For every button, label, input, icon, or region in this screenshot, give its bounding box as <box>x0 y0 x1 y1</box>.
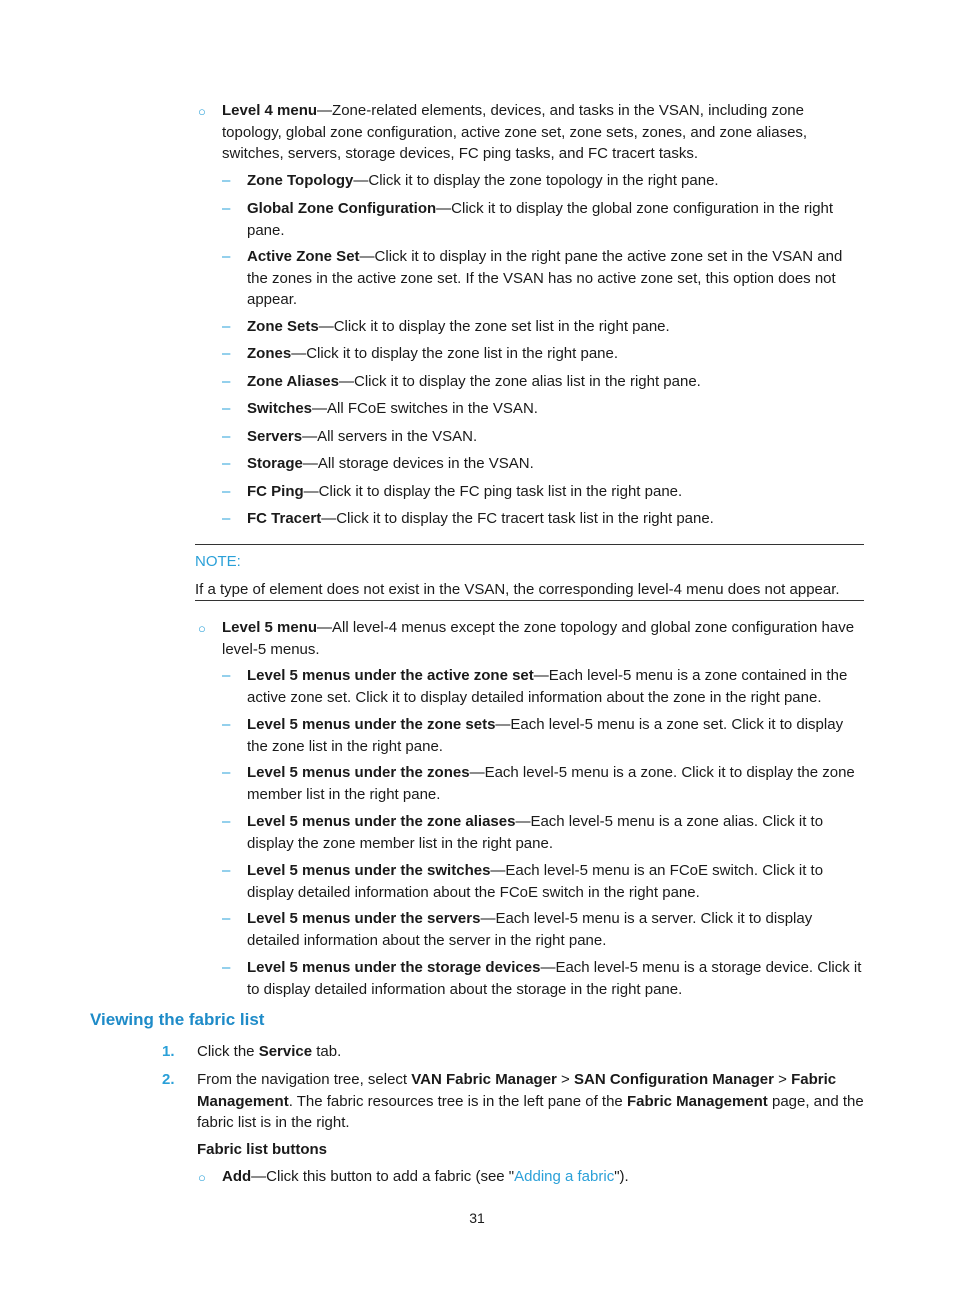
step-text: tab. <box>312 1043 342 1060</box>
dash-icon: – <box>222 959 231 976</box>
term: Level 5 menus under the zones <box>247 764 470 781</box>
item-desc: —Click it to display in the right pane the active zone set in the VSAN and the zones in the active zone set. If the VSAN has no active zone set, this option does not appear. <box>247 248 843 308</box>
list-bullet-icon: ○ <box>198 1170 206 1185</box>
step-2 <box>197 1069 864 1134</box>
term: Level 5 menus under the zone sets <box>247 716 496 733</box>
term: Level 5 menus under the storage devices <box>247 959 541 976</box>
item-desc: —Click it to display the FC ping task list in the right pane. <box>303 483 683 500</box>
term: FC Ping <box>247 483 304 500</box>
dash-icon: – <box>222 428 231 445</box>
term: Zone Topology <box>247 172 354 189</box>
list-bullet-icon: ○ <box>198 621 206 636</box>
level5-item-zone-sets <box>247 714 864 757</box>
term: Add <box>222 1168 252 1185</box>
dash-icon: – <box>222 373 231 390</box>
level5-item-storage-devices <box>247 957 864 1000</box>
level4-item-fc-ping <box>247 481 864 503</box>
dash-icon: – <box>222 813 231 830</box>
item-desc: —Each level-5 menu is a server. Click it to display detailed information about the server in the right pane. <box>247 910 813 949</box>
separator: > <box>774 1071 792 1088</box>
level5-item-zones <box>247 762 864 805</box>
note-text: If a type of element does not exist in the VSAN, the corresponding level-4 menu does not appear. <box>195 581 840 598</box>
term: Zones <box>247 345 292 362</box>
term: Global Zone Configuration <box>247 200 437 217</box>
dash-icon: – <box>222 172 231 189</box>
term: FC Tracert <box>247 510 322 527</box>
item-desc: —Each level-5 menu is a zone. Click it to display the zone member list in the right pane. <box>247 764 855 803</box>
level5-item-active-zone-set <box>247 665 864 708</box>
step-number: 1. <box>162 1043 175 1060</box>
step-text: Click the <box>197 1043 259 1060</box>
ui-term: VAN Fabric Manager <box>411 1071 557 1088</box>
level5-item-servers <box>247 908 864 951</box>
dash-icon: – <box>222 716 231 733</box>
term: Level 5 menus under the servers <box>247 910 481 927</box>
step-text: page, and the fabric list is in the right. <box>197 1092 864 1131</box>
item-desc: —Click it to display the FC tracert task list in the right pane. <box>321 510 714 527</box>
add-button-desc <box>222 1166 864 1188</box>
level4-item-storage <box>247 453 864 475</box>
section-heading: Viewing the fabric list <box>90 1010 265 1029</box>
dash-icon: – <box>222 400 231 417</box>
term: Level 5 menus under the active zone set <box>247 667 534 684</box>
item-desc: —All servers in the VSAN. <box>302 428 478 445</box>
step-text: From the navigation tree, select <box>197 1071 412 1088</box>
item-desc: —All storage devices in the VSAN. <box>302 455 534 472</box>
level5-item-switches <box>247 860 864 903</box>
ui-term: SAN Configuration Manager <box>573 1071 774 1088</box>
term: Level 5 menus under the zone aliases <box>247 813 516 830</box>
subheading: Fabric list buttons <box>197 1141 328 1158</box>
level4-item-zone-aliases <box>247 371 864 393</box>
page-number: 31 <box>469 1210 485 1226</box>
item-desc: "). <box>614 1168 629 1185</box>
item-desc: —Click this button to add a fabric (see " <box>251 1168 515 1185</box>
level4-item-global-zone-configuration <box>247 198 864 241</box>
note-label: NOTE: <box>195 553 241 570</box>
ui-term: Service <box>258 1043 313 1060</box>
dash-icon: – <box>222 910 231 927</box>
level4-item-fc-tracert <box>247 508 864 530</box>
note-top-rule <box>195 544 864 545</box>
dash-icon: – <box>222 764 231 781</box>
note-bottom-rule <box>195 600 864 601</box>
level4-item-servers <box>247 426 864 448</box>
step-text: . The fabric resources tree is in the left pane of the <box>288 1092 627 1110</box>
item-desc: —Each level-5 menu is an FCoE switch. Click it to display detailed information about the FCoE switch in the right pane. <box>247 862 824 901</box>
ui-term: Fabric Management <box>197 1071 837 1110</box>
term: Zone Sets <box>247 318 319 335</box>
item-desc: —Click it to display the zone set list in the right pane. <box>318 318 670 335</box>
dash-icon: – <box>222 455 231 472</box>
dash-icon: – <box>222 200 231 217</box>
level4-desc: —Zone-related elements, devices, and tasks in the VSAN, including zone topology, global zone configuration, active zone set, zone sets, zones, and zone aliases, switches, servers, storage devices, FC ping tasks, and FC tracert tasks. <box>222 102 808 162</box>
level5-title: Level 5 menu <box>222 619 318 636</box>
level4-item-zones <box>247 343 864 365</box>
step-1 <box>197 1041 864 1063</box>
dash-icon: – <box>222 345 231 362</box>
item-desc: —Click it to display the global zone configuration in the right pane. <box>247 200 834 239</box>
level5-item-zone-aliases <box>247 811 864 854</box>
dash-icon: – <box>222 862 231 879</box>
term: Storage <box>247 455 303 472</box>
level5-desc: —All level-4 menus except the zone topology and global zone configuration have level-5 menus. <box>222 619 855 658</box>
dash-icon: – <box>222 248 231 265</box>
term: Servers <box>247 428 303 445</box>
separator: > <box>556 1071 574 1088</box>
level5-paragraph <box>222 617 864 660</box>
ui-term: Fabric Management <box>626 1092 768 1110</box>
adding-a-fabric-link[interactable]: Adding a fabric <box>514 1168 615 1185</box>
term: Zone Aliases <box>247 373 339 390</box>
item-desc: —Click it to display the zone topology in the right pane. <box>353 172 719 189</box>
term: Active Zone Set <box>247 248 360 265</box>
level4-item-active-zone-set <box>247 246 864 311</box>
dash-icon: – <box>222 667 231 684</box>
step-number: 2. <box>162 1071 175 1088</box>
level4-item-zone-topology <box>247 170 864 192</box>
level4-title: Level 4 menu <box>222 102 318 119</box>
item-desc: —All FCoE switches in the VSAN. <box>312 400 538 417</box>
dash-icon: – <box>222 483 231 500</box>
dash-icon: – <box>222 510 231 527</box>
item-desc: —Click it to display the zone list in the right pane. <box>291 345 619 362</box>
level4-paragraph <box>222 100 864 165</box>
item-desc: —Each level-5 menu is a storage device. Click it to display detailed information about the storage in the right pane. <box>247 959 862 998</box>
term: Switches <box>247 400 313 417</box>
term: Level 5 menus under the switches <box>247 862 491 879</box>
item-desc: —Each level-5 menu is a zone contained in the active zone set. Click it to display detailed information about the zone in the right pane. <box>247 667 848 706</box>
item-desc: —Each level-5 menu is a zone alias. Click it to display the zone member list in the right pane. <box>247 813 824 852</box>
list-bullet-icon: ○ <box>198 104 206 119</box>
level4-item-zone-sets <box>247 316 864 338</box>
level4-item-switches <box>247 398 864 420</box>
item-desc: —Click it to display the zone alias list in the right pane. <box>338 373 701 390</box>
item-desc: —Each level-5 menu is a zone set. Click it to display the zone list in the right pane. <box>247 716 844 755</box>
dash-icon: – <box>222 318 231 335</box>
